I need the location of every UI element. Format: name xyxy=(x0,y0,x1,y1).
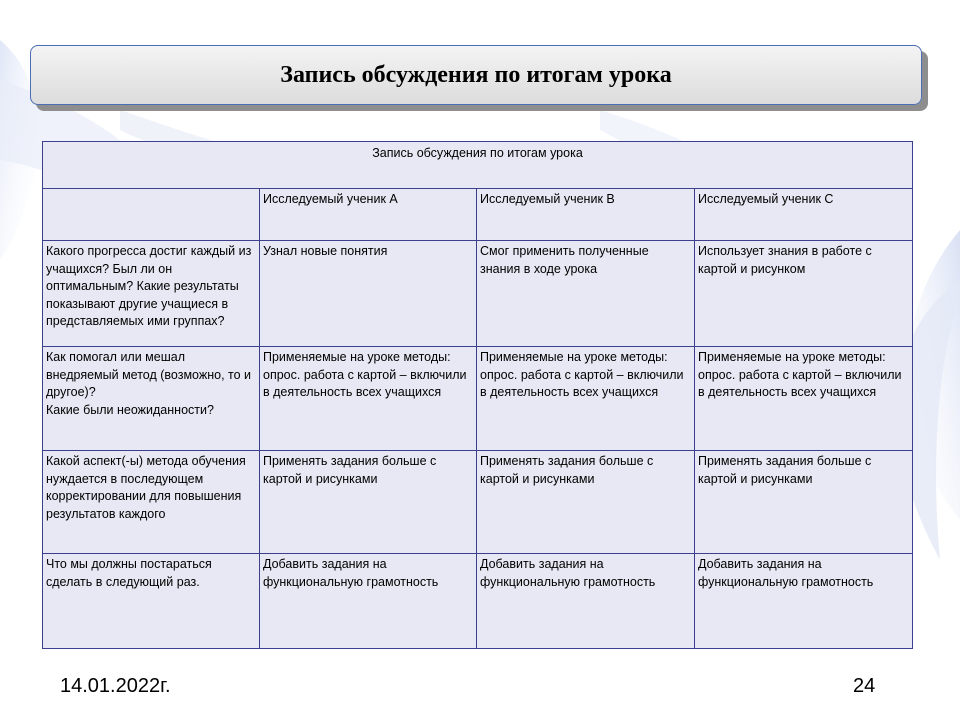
table-header-row xyxy=(43,189,913,241)
header-cell-empty xyxy=(43,189,260,241)
question-cell: Какой аспект(-ы) метода обучения нуждается в последующем корректировании для повышения результатов каждого xyxy=(43,451,260,554)
student-c-cell: Использует знания в работе с картой и рисунком xyxy=(695,241,913,347)
question-cell: Что мы должны постараться сделать в следующий раз. xyxy=(43,554,260,649)
table-row xyxy=(43,347,913,451)
student-a-cell: Применяемые на уроке методы: опрос. работа с картой – включили в деятельность всех учащихся xyxy=(260,347,477,451)
slide-title: Запись обсуждения по итогам урока xyxy=(280,61,672,88)
student-a-cell: Узнал новые понятия xyxy=(260,241,477,347)
table-row xyxy=(43,451,913,554)
student-b-cell: Смог применить полученные знания в ходе урока xyxy=(477,241,695,347)
header-student-c: Исследуемый ученик С xyxy=(695,189,913,241)
table-caption-row xyxy=(43,142,913,189)
student-a-cell: Применять задания больше с картой и рисунками xyxy=(260,451,477,554)
header-student-b: Исследуемый ученик В xyxy=(477,189,695,241)
question-cell: Как помогал или мешал внедряемый метод (возможно, то и другое)? Какие были неожиданности? xyxy=(43,347,260,451)
title-box xyxy=(30,45,922,105)
student-a-cell: Добавить задания на функциональную грамотность xyxy=(260,554,477,649)
page-number: 24 xyxy=(853,675,876,697)
student-b-cell: Применять задания больше с картой и рисунками xyxy=(477,451,695,554)
student-b-cell: Добавить задания на функциональную грамотность xyxy=(477,554,695,649)
student-c-cell: Применять задания больше с картой и рисунками xyxy=(695,451,913,554)
footer-date: 14.01.2022г. xyxy=(60,675,171,697)
student-b-cell: Применяемые на уроке методы: опрос. работа с картой – включили в деятельность всех учащихся xyxy=(477,347,695,451)
question-cell: Какого прогресса достиг каждый из учащихся? Был ли он оптимальным? Какие результаты показывают другие учащиеся в представляемых ими группах? xyxy=(43,241,260,347)
table-row xyxy=(43,554,913,649)
table-caption: Запись обсуждения по итогам урока xyxy=(43,142,913,189)
table-row xyxy=(43,241,913,347)
header-student-a: Исследуемый ученик А xyxy=(260,189,477,241)
student-c-cell: Применяемые на уроке методы: опрос. работа с картой – включили в деятельность всех учащихся xyxy=(695,347,913,451)
student-c-cell: Добавить задания на функциональную грамотность xyxy=(695,554,913,649)
discussion-table xyxy=(42,141,913,649)
